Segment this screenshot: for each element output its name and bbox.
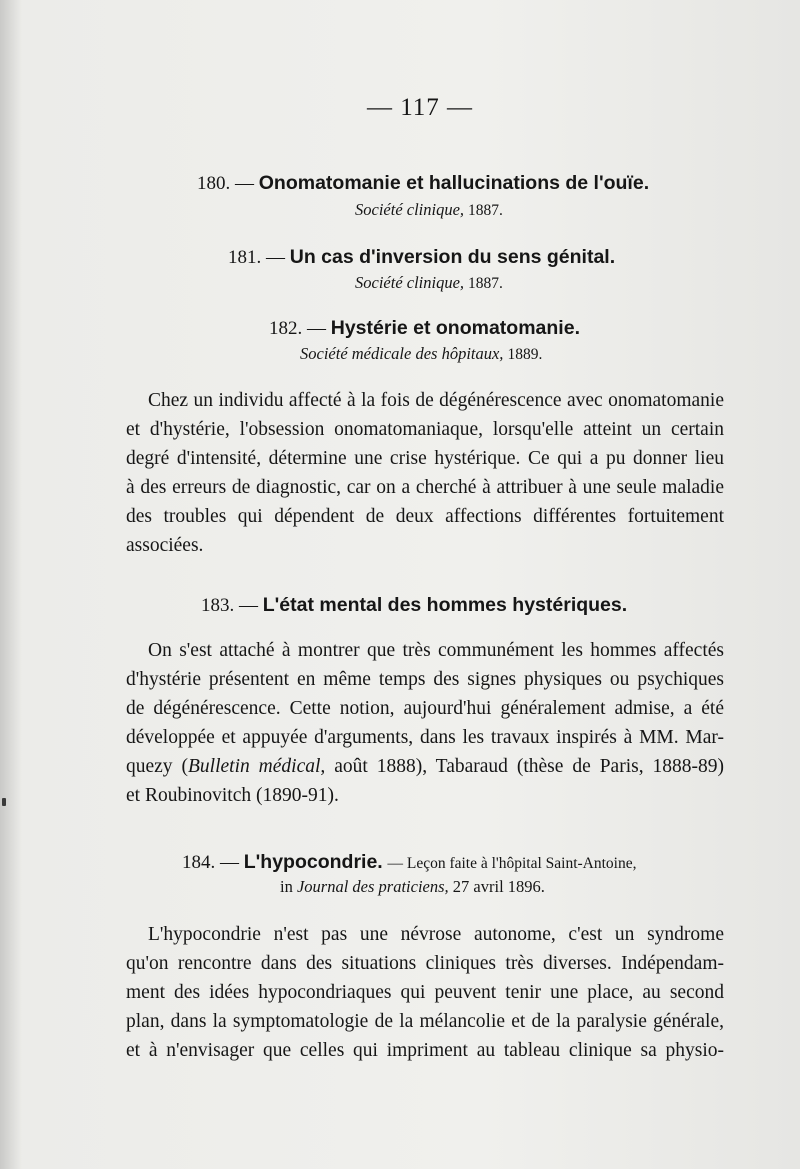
- text-line: et d'hystérie, l'obsession onomatomaniaque, lorsqu'elle atteint un certain: [126, 419, 724, 440]
- source-name: Société clinique,: [355, 200, 465, 219]
- entry-note: — Leçon faite à l'hôpital Saint-Antoine,: [387, 855, 637, 872]
- text-line: des troubles qui dépendent de deux affections différentes fortuitement: [126, 506, 724, 527]
- entry-dash: —: [266, 247, 285, 268]
- source-year: 1887.: [468, 202, 503, 219]
- entry-183-heading: [201, 594, 627, 617]
- text-line: L'hypocondrie n'est pas une névrose autonome, c'est un syndrome: [148, 924, 724, 945]
- entry-184-heading: [182, 851, 636, 874]
- source-date: 27 avril 1896.: [452, 877, 545, 896]
- journal-title: Bulletin médical,: [188, 756, 326, 777]
- text-fragment: août 1888), Tabaraud (thèse de Paris, 1888-89): [325, 756, 724, 777]
- entry-dash: —: [235, 173, 254, 194]
- text-line: qu'on rencontre dans des situations cliniques très diverses. Indépendam-: [126, 953, 724, 974]
- entry-title: Onomatomanie et hallucinations de l'ouïe.: [258, 172, 650, 194]
- text-line: de dégénérescence. Cette notion, aujourd'hui généralement admise, a été: [126, 698, 724, 719]
- page-number: — 117 —: [366, 94, 474, 121]
- entry-dash: —: [220, 852, 239, 873]
- text-line: d'hystérie présentent en même temps des signes physiques ou psychiques: [126, 669, 724, 690]
- entry-title: L'état mental des hommes hystériques.: [262, 594, 628, 616]
- entry-182-heading: [269, 317, 580, 340]
- text-line: et Roubinovitch (1890-91).: [126, 785, 339, 806]
- entry-182-source: [300, 344, 542, 364]
- source-prefix: in: [280, 877, 293, 896]
- text-line: et à n'envisager que celles qui impriment au tableau clinique sa physio-: [126, 1040, 724, 1061]
- entry-number: 180.: [197, 173, 231, 194]
- entry-180-source: [355, 200, 503, 220]
- text-line: degré d'intensité, détermine une crise hystérique. Ce qui a pu donner lieu: [126, 448, 724, 469]
- entry-180-heading: [197, 172, 649, 195]
- text-line: plan, dans la symptomatologie de la mélancolie et de la paralysie générale,: [126, 1011, 724, 1032]
- source-year: 1887.: [468, 275, 503, 292]
- paragraph-184: [126, 920, 724, 1065]
- entry-dash: —: [307, 318, 326, 339]
- paragraph-183: [126, 636, 724, 810]
- source-name: Journal des praticiens,: [296, 877, 449, 896]
- text-line: Chez un individu affecté à la fois de dégénérescence avec onomatomanie: [148, 390, 724, 411]
- entry-number: 184.: [182, 852, 216, 873]
- text-line: ment des idées hypocondriaques qui peuvent tenir une place, au second: [126, 982, 724, 1003]
- text-line: On s'est attaché à montrer que très communément les hommes affectés: [148, 640, 724, 661]
- entry-dash: —: [239, 595, 258, 616]
- text-line: à des erreurs de diagnostic, car on a cherché à attribuer à une seule maladie: [126, 477, 724, 498]
- entry-title: L'hypocondrie.: [243, 851, 383, 873]
- entry-number: 183.: [201, 595, 235, 616]
- text-fragment: quezy (: [126, 756, 188, 777]
- text-line: [126, 752, 724, 781]
- entry-title: Hystérie et onomatomanie.: [330, 317, 580, 339]
- text-line: développée et appuyée d'arguments, dans les travaux inspirés à MM. Mar-: [126, 727, 724, 748]
- source-name: Société clinique,: [355, 273, 465, 292]
- paragraph-182: [126, 386, 724, 560]
- entry-number: 181.: [228, 247, 262, 268]
- source-year: 1889.: [507, 346, 543, 363]
- entry-181-heading: [228, 246, 615, 269]
- entry-number: 182.: [269, 318, 303, 339]
- source-name: Société médicale des hôpitaux,: [300, 344, 504, 363]
- entry-181-source: [355, 273, 503, 293]
- entry-title: Un cas d'inversion du sens génital.: [289, 246, 616, 268]
- margin-mark: [2, 798, 6, 806]
- text-line: associées.: [126, 535, 204, 556]
- entry-184-source: [280, 877, 545, 897]
